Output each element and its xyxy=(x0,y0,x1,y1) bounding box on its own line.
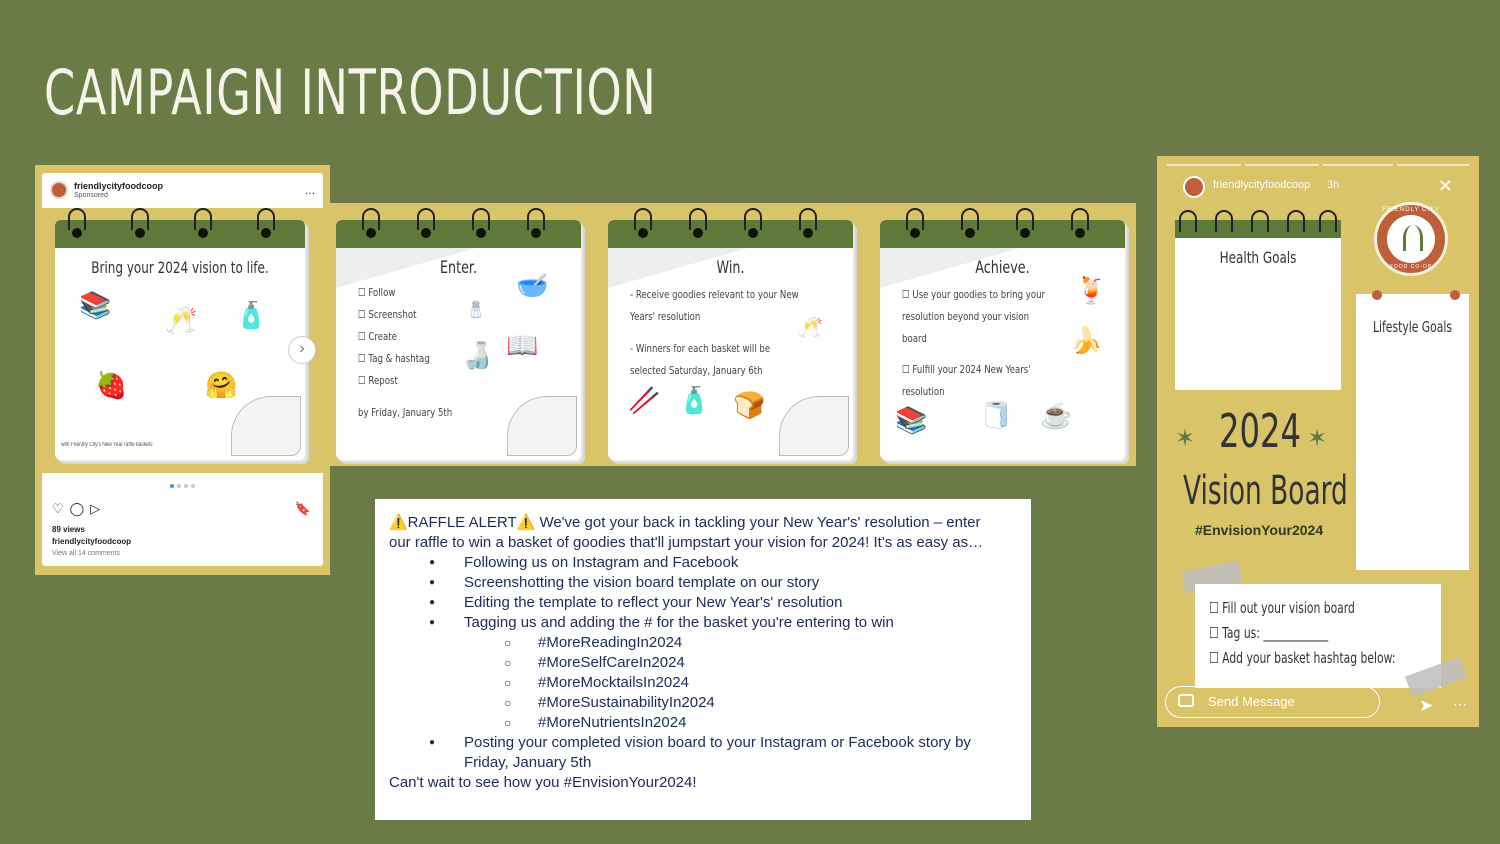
avatar[interactable] xyxy=(50,181,68,199)
view-comments-link[interactable]: View all 14 comments xyxy=(52,550,120,557)
raffle-caption xyxy=(375,499,1031,820)
sponsored-label: Sponsored xyxy=(74,191,108,199)
calendar-slide-1 xyxy=(55,220,305,460)
checklist-item: ☐ Tag us: ____________ xyxy=(1209,624,1329,642)
lotion-icon: 🧴 xyxy=(678,385,711,415)
books-icon: 📚 xyxy=(79,290,112,320)
more-icon[interactable]: ⋯ xyxy=(1453,696,1467,712)
slide-line: ☐ Follow xyxy=(358,286,396,299)
year-label: 2024 xyxy=(1219,404,1301,458)
story-checklist xyxy=(1195,584,1441,688)
list-item: ● Editing the template to reflect your New Year's' resolution xyxy=(389,593,1017,613)
page-curl xyxy=(231,396,301,456)
book-icon: 📖 xyxy=(506,330,539,360)
instagram-post xyxy=(35,165,330,575)
raffle-intro-line-1: ⚠️RAFFLE ALERT⚠️ We've got your back in tackling your New Year's' resolution – enter xyxy=(389,514,981,531)
slide-1-footer: with Friendly City's New Year raffle baskets xyxy=(61,442,153,448)
instagram-post-card xyxy=(42,173,323,566)
bookmark-icon[interactable]: 🔖 xyxy=(294,501,311,516)
slide-line: ☐ Tag & hashtag xyxy=(358,352,430,365)
heart-hug-icon: 🤗 xyxy=(205,370,238,400)
slide-line: board xyxy=(902,332,927,345)
list-item: ● Posting your completed vision board to your Instagram or Facebook story by xyxy=(389,733,1017,753)
calendar-slide-win xyxy=(608,220,853,460)
instagram-story xyxy=(1157,156,1479,727)
towel-icon: 🧻 xyxy=(980,400,1013,430)
slide-line: - Winners for each basket will be xyxy=(630,342,771,355)
slide-win-title: Win. xyxy=(716,258,745,278)
slide-line: ☐ Repost xyxy=(358,374,398,387)
yogurt-icon: 🥣 xyxy=(516,270,549,300)
lifestyle-goals-card xyxy=(1356,294,1469,570)
strawberry-icon: 🍓 xyxy=(95,370,128,400)
story-progress xyxy=(1245,164,1319,166)
raffle-intro-line-2: our raffle to win a basket of goodies that'll jumpstart your vision for 2024! It's as easy as… xyxy=(389,534,984,551)
story-progress xyxy=(1167,164,1241,166)
story-hashtag: #EnvisionYour2024 xyxy=(1195,522,1324,538)
pin-icon xyxy=(1372,290,1382,300)
post-header xyxy=(42,173,323,207)
checklist-item: ☐ Fill out your vision board xyxy=(1209,599,1355,617)
page-title: CAMPAIGN INTRODUCTION xyxy=(44,56,657,129)
slide-line: Years' resolution xyxy=(630,310,701,323)
jar-icon: 🧂 xyxy=(466,302,486,319)
banana-icon: 🍌 xyxy=(1070,325,1103,355)
send-message-placeholder: Send Message xyxy=(1208,694,1295,709)
story-progress xyxy=(1397,164,1469,166)
raffle-closing: Can't wait to see how you #EnvisionYour2024! xyxy=(389,774,697,791)
story-progress xyxy=(1323,164,1393,166)
burst-icon: ✶ xyxy=(1175,425,1196,452)
hashtag-item: ○ #MoreSustainabilityIn2024 xyxy=(389,693,1017,713)
send-message-input[interactable] xyxy=(1165,686,1380,718)
slide-line: by Friday, January 5th xyxy=(358,406,453,419)
champagne-icon: 🥂 xyxy=(165,305,198,335)
slide-line: ☐ Fulfill your 2024 New Years' xyxy=(902,363,1031,376)
story-avatar[interactable] xyxy=(1183,176,1205,198)
calendar-slide-achieve xyxy=(880,220,1125,460)
lifestyle-goals-label: Lifestyle Goals xyxy=(1372,318,1453,336)
logo-text-top: FRIENDLY CITY xyxy=(1382,207,1440,213)
hashtag-item: ○ #MoreReadingIn2024 xyxy=(389,633,1017,653)
hashtag-item: ○ #MoreMocktailsIn2024 xyxy=(389,673,1017,693)
logo-text-bottom: FOOD CO-OP xyxy=(1389,264,1433,270)
send-icon[interactable]: ➤ xyxy=(1419,696,1434,715)
list-item: ● Following us on Instagram and Facebook xyxy=(389,553,1017,573)
camera-icon[interactable] xyxy=(1178,694,1194,707)
list-item: ● Screenshotting the vision board template on our story xyxy=(389,573,1017,593)
toast-icon: 🥂 xyxy=(798,317,823,339)
slide-line: - Receive goodies relevant to your New xyxy=(630,288,799,301)
cocktail-icon: 🍹 xyxy=(1075,275,1108,305)
slide-achieve-title: Achieve. xyxy=(975,258,1030,278)
post-image xyxy=(42,208,323,473)
health-goals-label: Health Goals xyxy=(1219,248,1297,267)
books-stack-icon: 📚 xyxy=(895,405,928,435)
carousel-dots xyxy=(170,484,195,488)
pin-icon xyxy=(1450,290,1460,300)
coop-logo xyxy=(1374,202,1448,276)
slide-1-title: Bring your 2024 vision to life. xyxy=(91,258,269,277)
slide-line: ☐ Use your goodies to bring your xyxy=(902,288,1046,301)
slide-line: resolution xyxy=(902,385,945,398)
straws-icon: 🥢 xyxy=(628,385,661,415)
calendar-slide-enter xyxy=(336,220,581,460)
mug-icon: ☕ xyxy=(1040,400,1073,430)
bread-icon: 🍞 xyxy=(733,390,766,420)
slide-line: selected Saturday, January 6th xyxy=(630,364,763,377)
list-item-continuation: Friday, January 5th xyxy=(464,754,592,771)
close-icon[interactable]: ✕ xyxy=(1437,176,1453,196)
slide-line: ☐ Screenshot xyxy=(358,308,417,321)
share-icon[interactable]: ▷ xyxy=(90,501,101,516)
comment-icon[interactable]: ◯ xyxy=(69,501,85,516)
next-slide-button[interactable]: › xyxy=(288,336,316,364)
hashtag-item: ○ #MoreSelfCareIn2024 xyxy=(389,653,1017,673)
bottle-icon: 🍶 xyxy=(461,340,494,370)
post-handle[interactable]: friendlycityfoodcoop xyxy=(74,180,164,191)
story-time: 3h xyxy=(1327,179,1340,191)
checklist-item: ☐ Add your basket hashtag below: xyxy=(1209,649,1396,667)
slide-line: ☐ Create xyxy=(358,330,397,343)
health-goals-card xyxy=(1175,220,1341,390)
slide-line: resolution beyond your vision xyxy=(902,310,1030,323)
page-curl xyxy=(507,396,577,456)
hashtag-item: ○ #MoreNutrientsIn2024 xyxy=(389,713,1017,733)
post-actions xyxy=(52,501,100,517)
caption-user[interactable]: friendlycityfoodcoop xyxy=(52,537,132,546)
heart-icon[interactable]: ♡ xyxy=(52,501,64,516)
page-curl xyxy=(779,396,849,456)
story-username[interactable]: friendlycityfoodcoop xyxy=(1213,179,1311,191)
bib-icon: 🧴 xyxy=(235,300,268,330)
more-icon[interactable]: ... xyxy=(304,183,315,197)
views-count: 89 views xyxy=(52,525,85,534)
burst-icon: ✶ xyxy=(1307,425,1328,452)
vision-board-label: Vision Board xyxy=(1183,468,1348,514)
slide-enter-title: Enter. xyxy=(439,258,478,278)
list-item: ● Tagging us and adding the # for the basket you're entering to win xyxy=(389,613,1017,633)
carousel-slides xyxy=(328,203,1136,466)
